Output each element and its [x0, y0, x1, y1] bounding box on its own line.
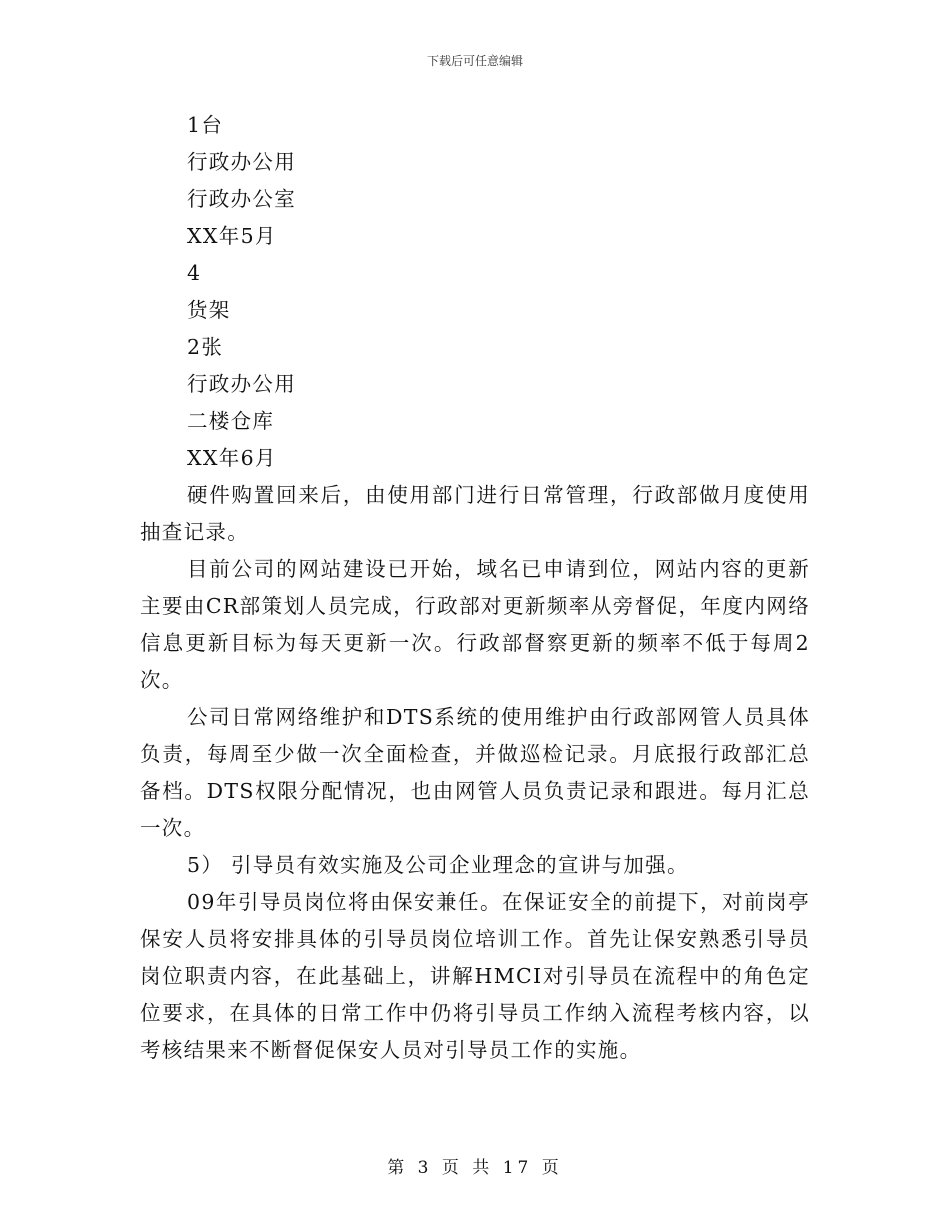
body-paragraph: 硬件购置回来后，由使用部门进行日常管理，行政部做月度使用抽查记录。 [140, 483, 810, 544]
list-line: 行政办公室 [187, 187, 296, 211]
list-line: 二楼仓库 [187, 409, 275, 433]
list-line: 4 [187, 261, 202, 285]
list-line: 行政办公用 [187, 150, 296, 174]
list-line: 2张 [187, 335, 224, 359]
body-paragraph: 公司日常网络维护和DTS系统的使用维护由行政部网管人员具体负责，每周至少做一次全面检查，并做巡检记录。月底报行政部汇总备档。DTS权限分配情况，也由网管人员负责记录和跟进。每月汇总一次。 [140, 705, 810, 840]
list-line: 1台 [187, 113, 224, 137]
body-paragraph: 目前公司的网站建设已开始，域名已申请到位，网站内容的更新主要由CR部策划人员完成，行政部对更新频率从旁督促，年度内网络信息更新目标为每天更新一次。行政部督察更新的频率不低于每周2次。 [140, 557, 810, 692]
section-heading: 5） 引导员有效实施及公司企业理念的宣讲与加强。 [187, 853, 689, 877]
page-number-footer: 第 3 页 共 17 页 [387, 1158, 563, 1178]
list-line: XX年6月 [187, 446, 277, 470]
page-header-note: 下载后可任意编辑 [426, 54, 523, 68]
body-paragraph: 09年引导员岗位将由保安兼任。在保证安全的前提下，对前岗亭保安人员将安排具体的引导员岗位培训工作。首先让保安熟悉引导员岗位职责内容，在此基础上，讲解HMCI对引导员在流程中的角色定位要求，在具体的日常工作中仍将引导员工作纳入流程考核内容，以考核结果来不断督促保安人员对引导员工作的实施。 [140, 890, 810, 1062]
list-line: 行政办公用 [187, 372, 296, 396]
list-line: 货架 [187, 298, 231, 322]
document-body [140, 107, 810, 1069]
list-line: XX年5月 [187, 224, 277, 248]
